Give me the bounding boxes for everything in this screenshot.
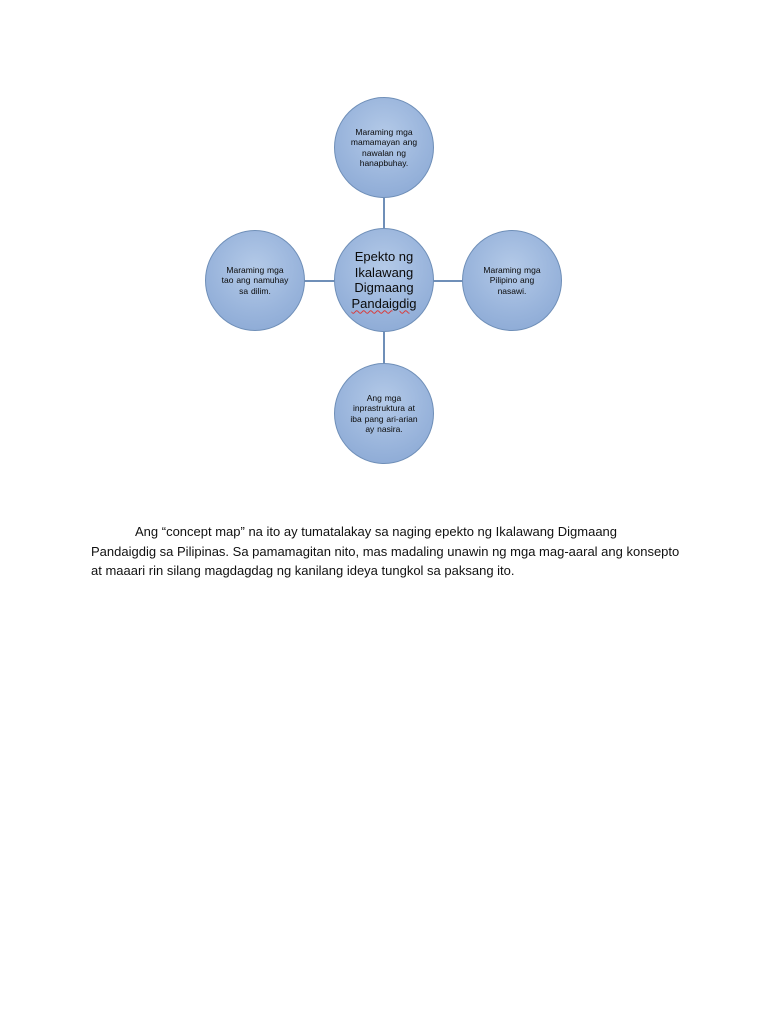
center-line-4: Pandaigdig	[351, 295, 417, 311]
node-left-text: Maraming mga tao ang namuhay sa dilim.	[221, 264, 289, 296]
node-top	[334, 97, 434, 198]
center-line-3: Digmaang	[354, 280, 414, 295]
node-bottom	[334, 363, 434, 464]
node-top-text: Maraming mga mamamayan ang nawalan ng hanapbuhay.	[350, 126, 418, 168]
node-right	[462, 230, 562, 331]
connector-bottom	[383, 332, 385, 364]
center-title	[345, 249, 423, 311]
node-center	[334, 228, 434, 332]
concept-map	[0, 0, 768, 480]
node-bottom-text: Ang mga inprastruktura at iba pang ari-arian ay nasira.	[350, 392, 418, 434]
connector-left	[304, 280, 336, 282]
node-left	[205, 230, 305, 331]
center-line-1: Epekto ng	[354, 249, 414, 264]
center-line-2: Ikalawang	[354, 264, 414, 280]
connector-top	[383, 198, 385, 228]
description-paragraph: Ang “concept map” na ito ay tumatalakay sa naging epekto ng Ikalawang Digmaang Pandaigdig sa Pilipinas. Sa pamamagitan nito, mas madaling unawin ng mga mag-aaral ang konsepto at maaari rin silang magdagdag ng kanilang ideya tungkol sa paksang ito.	[91, 524, 680, 578]
connector-right	[432, 280, 464, 282]
node-right-text: Maraming mga Pilipino ang nasawi.	[483, 264, 541, 296]
